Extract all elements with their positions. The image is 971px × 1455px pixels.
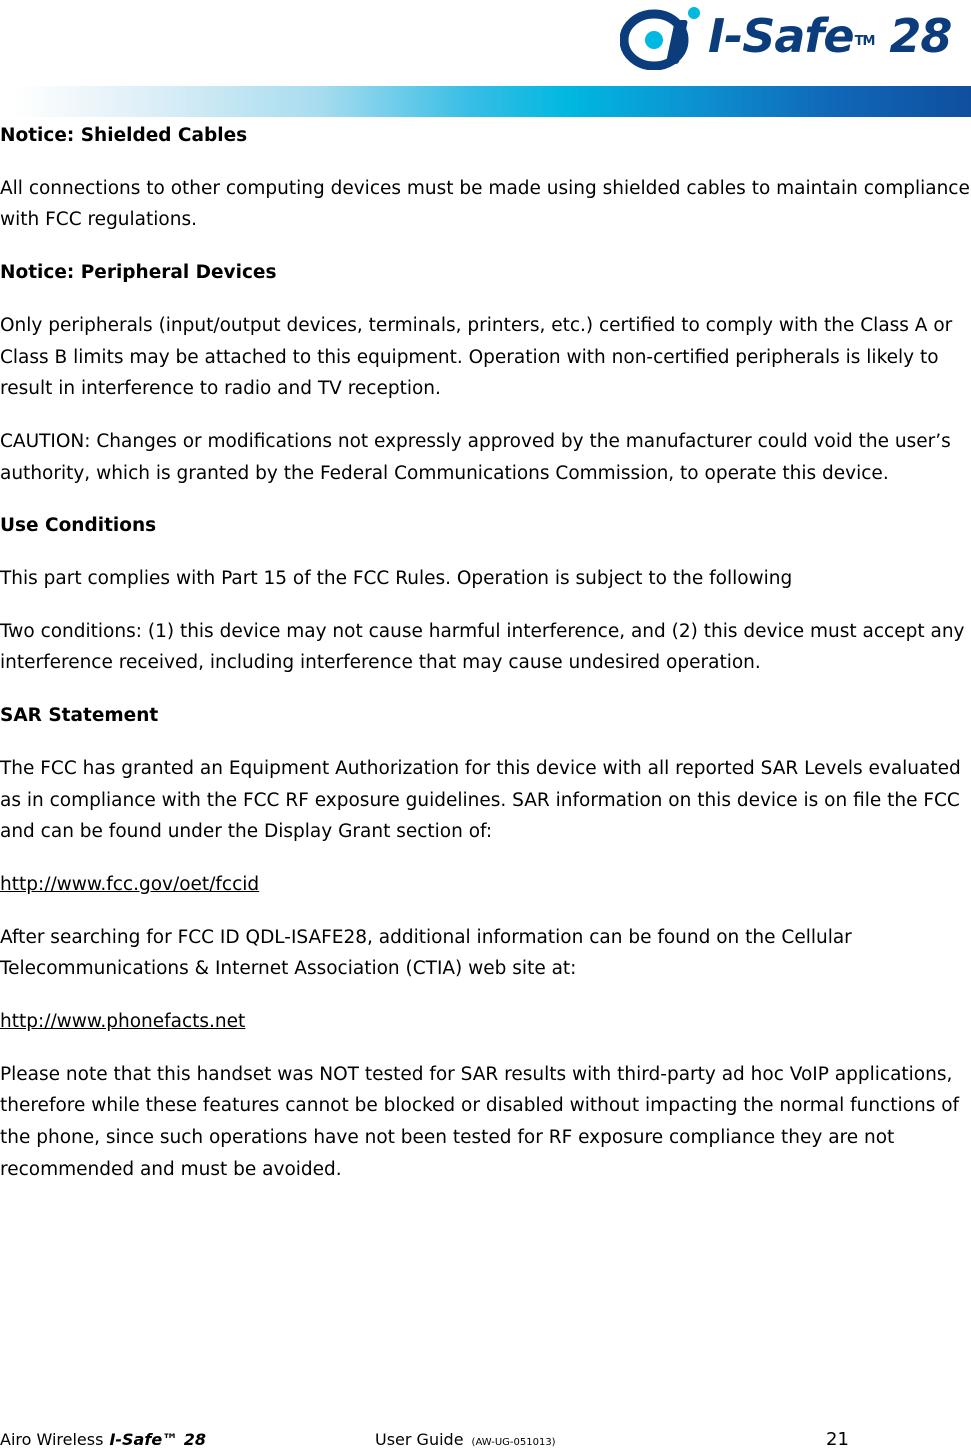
paragraph-caution: CAUTION: Changes or modifications not expressly approved by the manufacturer could void the user’s authority, which is granted by the Federal Communications Commission, to operate this device.: [0, 430, 951, 484]
footer-guide: [375, 1428, 556, 1455]
footer-company: [0, 1428, 206, 1452]
header-gradient-bar: [14, 86, 971, 117]
section-heading-sar-statement: SAR Statement: [0, 705, 159, 727]
footer-company-name: Airo Wireless: [0, 1430, 104, 1449]
brand-model-number: 28: [889, 9, 952, 63]
paragraph-voip-note: Please note that this handset was NOT tested for SAR results with third-party ad hoc VoIP applications, therefore while these features cannot be blocked or disabled without impacting the normal functions of the phone, since such operations have not been tested for RF exposure compliance they are not recommended and must be avoided.: [0, 1063, 960, 1180]
brand-logo: [620, 0, 965, 75]
trademark-mark: TM: [854, 34, 875, 49]
paragraph-sar-authorization: The FCC has granted an Equipment Authorization for this device with all reported SAR Levels evaluated as in compliance with the FCC RF exposure guidelines. SAR information on this device is on file the FCC and can be found under the Display Grant section of:: [0, 757, 961, 843]
link-paragraph-phonefacts: [0, 1006, 971, 1038]
phonefacts-link[interactable]: http://www.phonefacts.net: [0, 1011, 246, 1033]
page-footer: [0, 1428, 971, 1452]
brand-logo-mark-icon: [620, 6, 704, 70]
footer-guide-label: User Guide: [375, 1430, 464, 1449]
page-number: 21: [826, 1429, 849, 1450]
fccid-link[interactable]: http://www.fcc.gov/oet/fccid: [0, 873, 260, 895]
section-heading-peripheral-devices: Notice: Peripheral Devices: [0, 262, 277, 284]
paragraph-ctia: After searching for FCC ID QDL-ISAFE28, additional information can be found on the Cellular Telecommunications & Internet Association (CTIA) web site at:: [0, 926, 852, 980]
section-heading-use-conditions: Use Conditions: [0, 515, 157, 537]
link-paragraph-fccid: [0, 869, 971, 901]
paragraph-part-15: This part complies with Part 15 of the FCC Rules. Operation is subject to the following: [0, 568, 793, 590]
footer-doc-code: (AW-UG-051013): [471, 1437, 556, 1448]
document-body: [0, 120, 971, 1207]
brand-name: I-Safe: [708, 9, 854, 63]
paragraph-peripheral-devices: Only peripherals (input/output devices, terminals, printers, etc.) certified to comply with the Class A or Class B limits may be attached to this equipment. Operation with non-certified peripherals is likely to result in interference to radio and TV reception.: [0, 314, 953, 400]
brand-logo-text: [708, 8, 951, 64]
paragraph-two-conditions: Two conditions: (1) this device may not cause harmful interference, and (2) this device must accept any interference received, including interference that may cause undesired operation.: [0, 620, 965, 674]
paragraph-shielded-cables: All connections to other computing devices must be made using shielded cables to maintain compliance with FCC regulations.: [0, 177, 970, 231]
section-heading-shielded-cables: Notice: Shielded Cables: [0, 125, 248, 146]
footer-product-name: I-Safe™ 28: [109, 1430, 206, 1449]
